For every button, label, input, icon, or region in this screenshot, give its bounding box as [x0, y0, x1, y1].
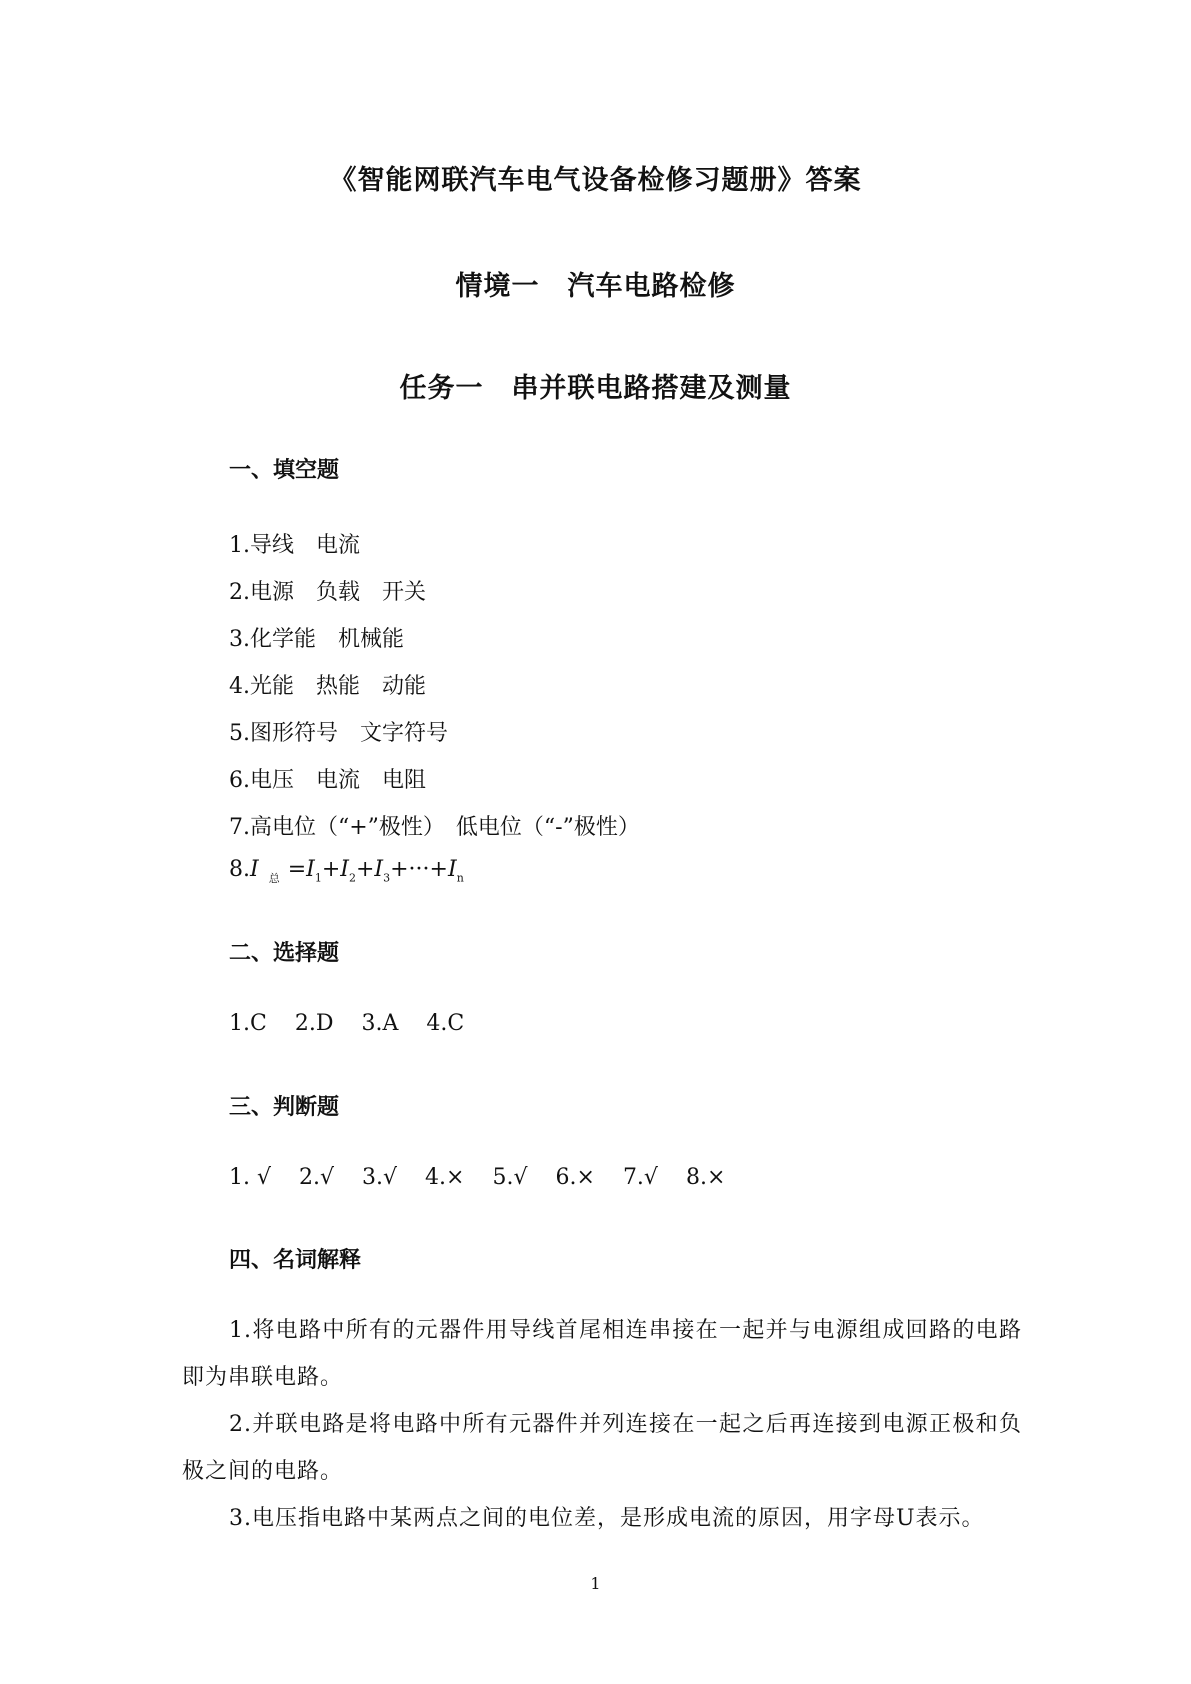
fill-blank-item: 7.高电位（“+”极性） 低电位（“-”极性） [229, 815, 640, 840]
formula-sub-1: 1 [314, 871, 322, 885]
choice-answer: 4.C [426, 1011, 465, 1036]
formula-plus-2: + [355, 857, 375, 882]
fill-blank-item: 2.电源 负载 开关 [229, 580, 426, 605]
fill-blank-item: 4.光能 热能 动能 [229, 674, 426, 699]
formula-plus-1: + [321, 857, 341, 882]
choice-answer: 1.C [229, 1011, 267, 1036]
page-number: 1 [590, 1574, 601, 1593]
judge-answer: 2.√ [299, 1165, 335, 1190]
formula-prefix: 8. [229, 857, 250, 882]
formula-sub-3: 3 [383, 871, 391, 885]
judge-answers [229, 1165, 725, 1190]
formula-i1: I [306, 857, 315, 882]
choice-answers [229, 1011, 464, 1036]
formula-in: I [447, 857, 457, 882]
formula-sub-2: 2 [348, 871, 356, 885]
current-sum-formula [229, 857, 464, 884]
fill-blank-item: 1.导线 电流 [229, 533, 360, 558]
fill-blank-item: 3.化学能 机械能 [229, 627, 404, 652]
formula-i-total: I [250, 857, 259, 882]
terms-heading: 四、名词解释 [229, 1248, 362, 1273]
judge-heading: 三、判断题 [229, 1095, 340, 1120]
judge-answer: 4.× [425, 1165, 465, 1190]
formula-i2: I [340, 857, 349, 882]
term-paragraph: 1.将电路中所有的元器件用导线首尾相连串接在一起并与电源组成回路的电路即为串联电路。 [182, 1318, 1022, 1390]
judge-answer: 3.√ [362, 1165, 398, 1190]
term-paragraph: 3.电压指电路中某两点之间的电位差，是形成电流的原因，用字母U表示。 [229, 1506, 985, 1531]
fill-blank-item: 5.图形符号 文字符号 [229, 721, 448, 746]
formula-equals: = [287, 857, 307, 882]
judge-answer: 1. √ [229, 1165, 272, 1190]
formula-ellipsis: +···+ [390, 857, 448, 882]
chapter-title: 情境一 汽车电路检修 [455, 271, 736, 302]
formula-i3: I [374, 857, 384, 882]
judge-answer: 6.× [555, 1165, 595, 1190]
choice-answer: 2.D [294, 1011, 334, 1036]
formula-sub-n: n [456, 871, 464, 885]
term-paragraph: 2.并联电路是将电路中所有元器件并列连接在一起之后再连接到电源正极和负极之间的电路。 [182, 1412, 1022, 1484]
choice-heading: 二、选择题 [229, 941, 340, 966]
judge-answer: 8.× [685, 1165, 726, 1190]
document-title: 《智能网联汽车电气设备检修习题册》答案 [329, 165, 862, 196]
judge-answer: 7.√ [622, 1165, 658, 1190]
fill-blank-heading: 一、填空题 [229, 458, 340, 483]
formula-total-subscript: 总 [268, 872, 280, 885]
judge-answer: 5.√ [492, 1165, 528, 1190]
fill-blank-item: 6.电压 电流 电阻 [229, 768, 426, 793]
choice-answer: 3.A [361, 1011, 399, 1036]
task-title: 任务一 串并联电路搭建及测量 [399, 373, 792, 404]
